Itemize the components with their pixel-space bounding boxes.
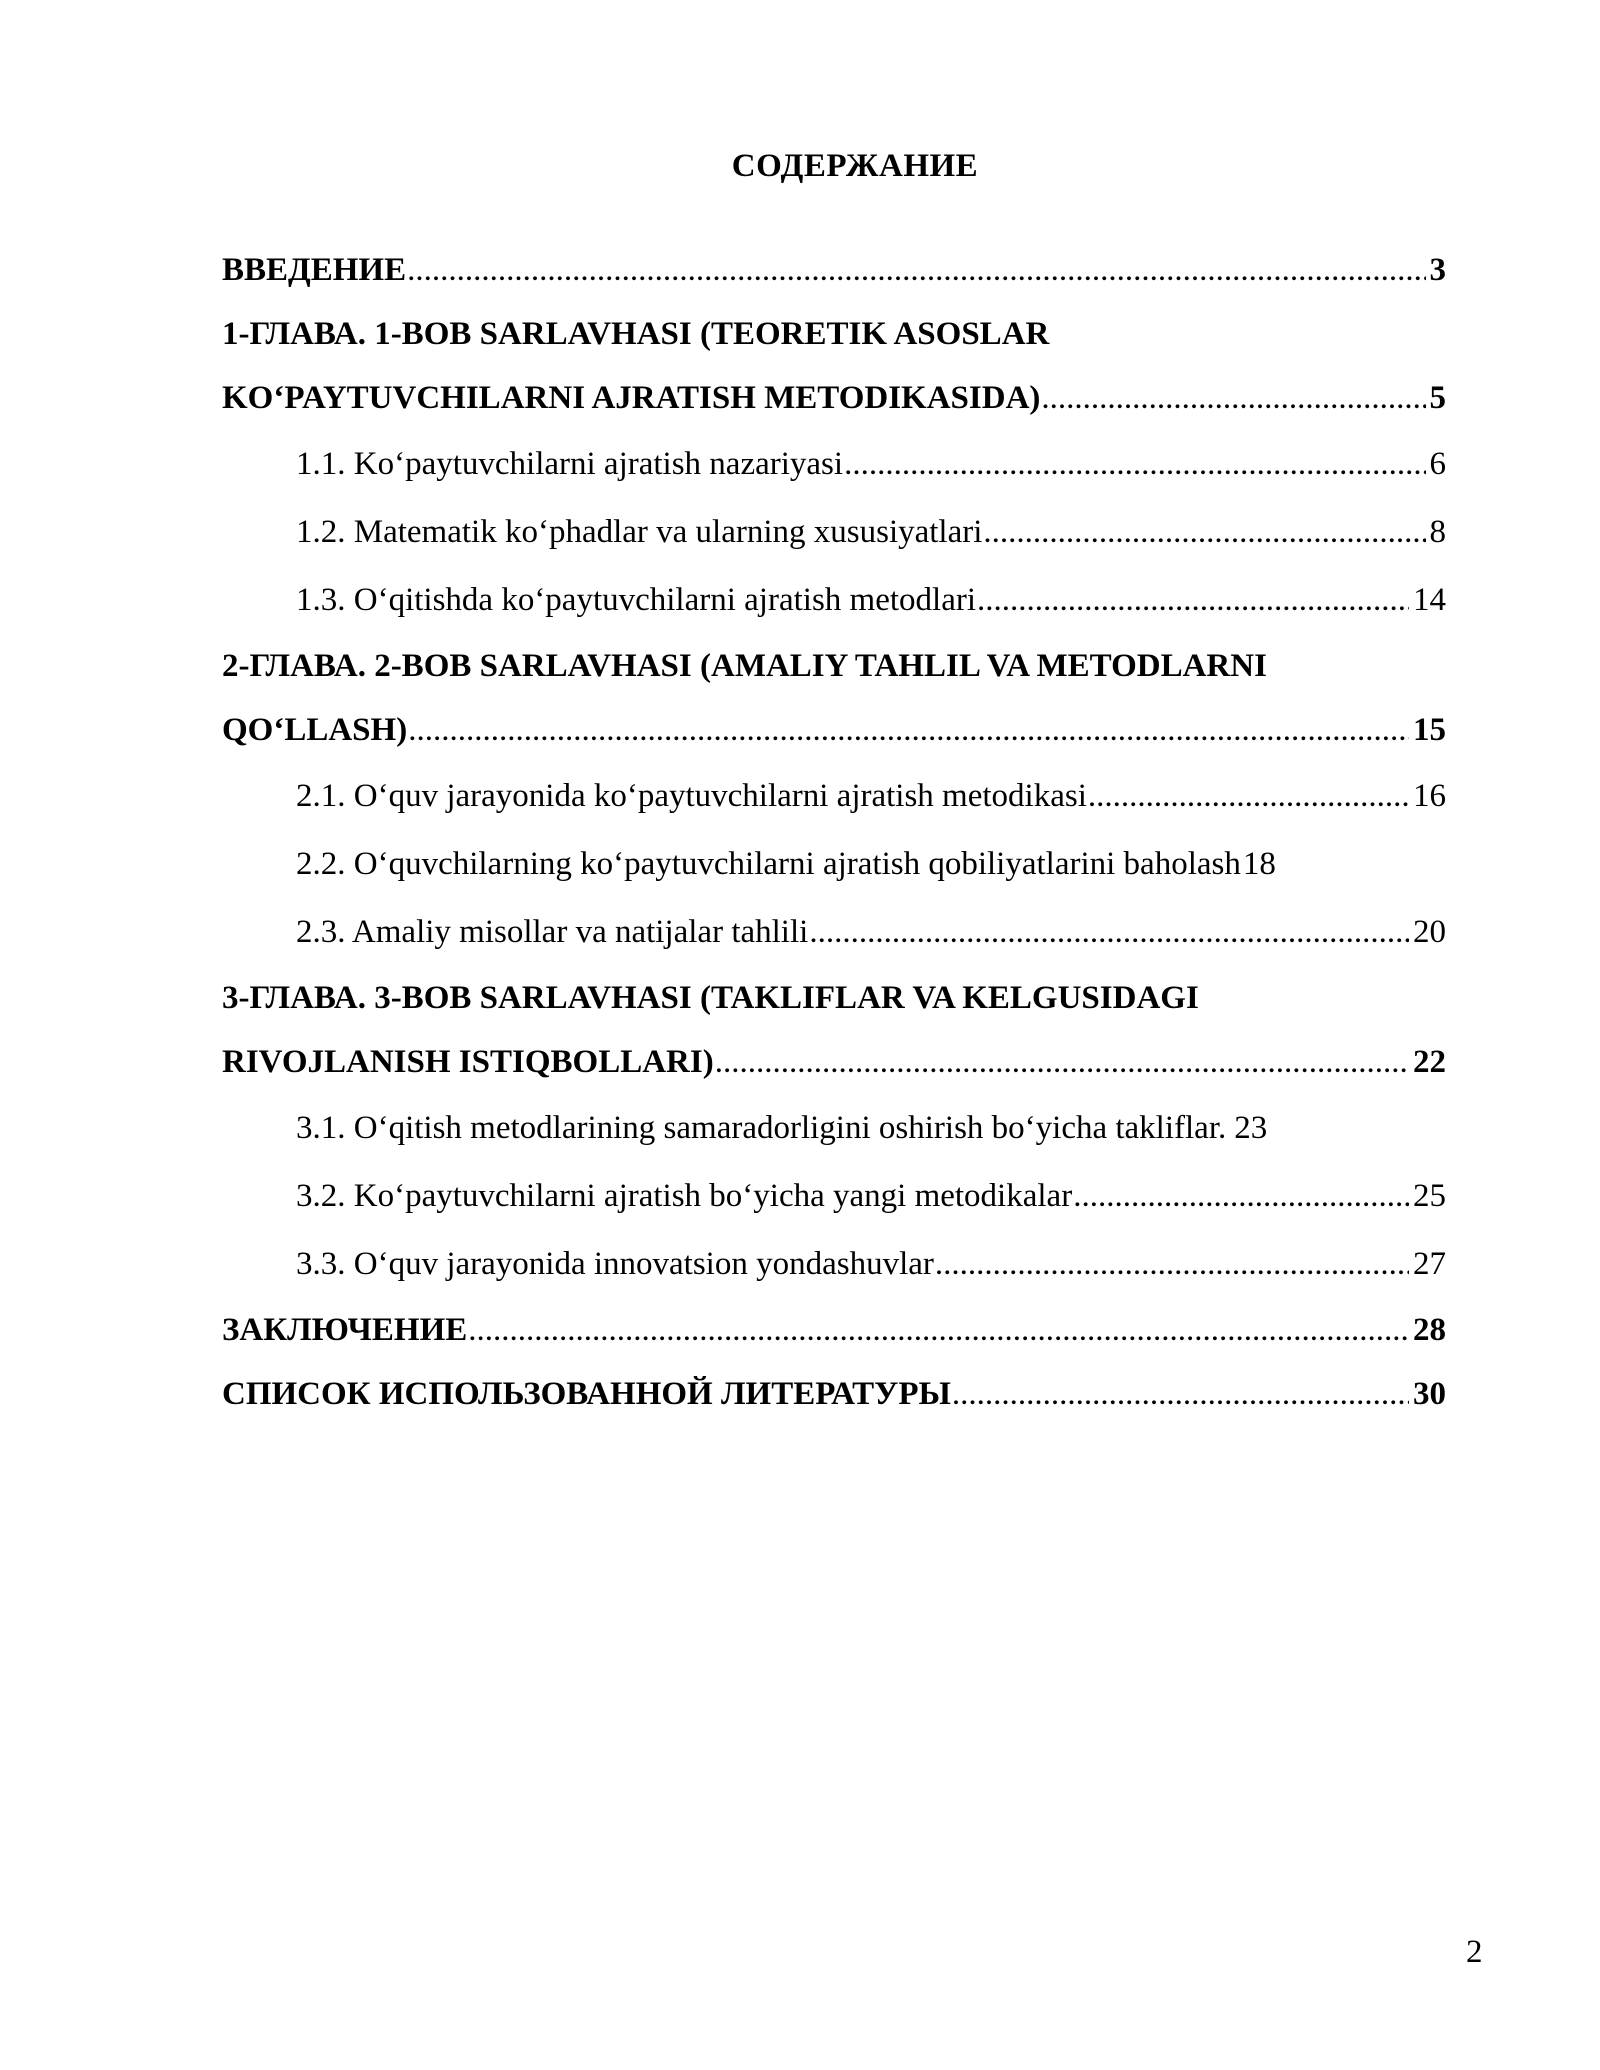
toc-entry-section-1-2[interactable] (296, 498, 1446, 566)
toc-entry-text: 1.1. Ko‘paytuvchilarni ajratish nazariyasi (296, 446, 844, 482)
toc-page-number: 28 (1413, 1312, 1446, 1348)
toc-entry-chapter-3[interactable] (222, 966, 1446, 1094)
dot-leader (983, 498, 1425, 566)
toc-page-number: 3 (1429, 252, 1446, 288)
dot-leader (935, 1230, 1409, 1298)
toc-page-number: 20 (1413, 914, 1446, 950)
toc-entry-text: ЗАКЛЮЧЕНИЕ (222, 1312, 468, 1348)
toc-entry-text: 3.2. Ko‘paytuvchilarni ajratish bo‘yicha yangi metodikalar (296, 1178, 1073, 1214)
toc-page-number: 14 (1413, 582, 1446, 618)
toc-entry-text: 2.2. O‘quvchilarning ko‘paytuvchilarni ajratish qobiliyatlarini baholash (296, 846, 1241, 882)
toc-entry-text: 3.1. O‘qitish metodlarining samaradorligini oshirish bo‘yicha takliflar. (296, 1110, 1227, 1146)
toc-entry-text: 2.1. O‘quv jarayonida ko‘paytuvchilarni ajratish metodikasi (296, 778, 1087, 814)
dot-leader (809, 898, 1409, 966)
dot-leader (715, 1030, 1409, 1094)
chapter-title-line-2: QO‘LLASH) (222, 712, 408, 748)
page-number: 2 (1466, 1934, 1483, 1970)
chapter-title-line-1: 2-ГЛАВА. 2-BOB SARLAVHASI (AMALIY TAHLIL VA METODLARNI (222, 648, 1267, 684)
toc-page-number: 5 (1429, 380, 1446, 416)
dot-leader (468, 1298, 1409, 1362)
chapter-title-line-2: KO‘PAYTUVCHILARNI AJRATISH METODIKASIDA) (222, 380, 1041, 416)
toc-entry-text: 2.3. Amaliy misollar va natijalar tahlili (296, 914, 809, 950)
dot-leader (844, 430, 1425, 498)
dot-leader (952, 1362, 1409, 1426)
toc-entry-conclusion[interactable] (222, 1298, 1446, 1362)
toc-entry-text: ВВЕДЕНИЕ (222, 252, 407, 288)
toc-entry-text: 3.3. O‘quv jarayonida innovatsion yondashuvlar (296, 1246, 934, 1282)
toc-entry-section-3-1[interactable] (296, 1094, 1446, 1162)
dot-leader (407, 238, 1425, 302)
toc-entry-section-1-3[interactable] (296, 566, 1446, 634)
dot-leader (1088, 762, 1409, 830)
toc-entry-section-1-1[interactable] (296, 430, 1446, 498)
toc-page-number: 15 (1413, 712, 1446, 748)
toc-entry-section-2-2[interactable] (296, 830, 1446, 898)
dot-leader (1041, 366, 1425, 430)
toc-entry-chapter-2[interactable] (222, 634, 1446, 762)
page-title: СОДЕРЖАНИЕ (731, 148, 979, 184)
toc-entry-section-2-3[interactable] (296, 898, 1446, 966)
toc-page-number: 23 (1234, 1110, 1268, 1146)
toc-page-number: 27 (1413, 1246, 1446, 1282)
toc-page-number: 25 (1413, 1178, 1446, 1214)
toc-entry-chapter-1[interactable] (222, 302, 1446, 430)
toc-entry-section-3-2[interactable] (296, 1162, 1446, 1230)
toc-entry-introduction[interactable] (222, 238, 1446, 302)
toc-entry-text: 1.3. O‘qitishda ko‘paytuvchilarni ajratish metodlari (296, 582, 976, 618)
table-of-contents (222, 238, 1446, 1426)
toc-page-number: 30 (1413, 1376, 1446, 1412)
toc-page-number: 8 (1429, 514, 1446, 550)
dot-leader (1073, 1162, 1409, 1230)
chapter-title-line-1: 1-ГЛАВА. 1-BOB SARLAVHASI (TEORETIK ASOSLAR (222, 316, 1050, 352)
toc-page-number: 6 (1429, 446, 1446, 482)
toc-entry-text: СПИСОК ИСПОЛЬЗОВАННОЙ ЛИТЕРАТУРЫ (222, 1376, 951, 1412)
toc-entry-section-3-3[interactable] (296, 1230, 1446, 1298)
dot-leader (408, 698, 1409, 762)
chapter-title-line-1: 3-ГЛАВА. 3-BOB SARLAVHASI (TAKLIFLAR VA KELGUSIDAGI (222, 980, 1199, 1016)
chapter-title-line-2: RIVOJLANISH ISTIQBOLLARI) (222, 1044, 714, 1080)
toc-entry-section-2-1[interactable] (296, 762, 1446, 830)
toc-entry-references[interactable] (222, 1362, 1446, 1426)
toc-page-number: 18 (1242, 846, 1276, 882)
toc-entry-text: 1.2. Matematik ko‘phadlar va ularning xususiyatlari (296, 514, 983, 550)
toc-page-number: 16 (1413, 778, 1446, 814)
dot-leader (977, 566, 1409, 634)
toc-page-number: 22 (1413, 1044, 1446, 1080)
